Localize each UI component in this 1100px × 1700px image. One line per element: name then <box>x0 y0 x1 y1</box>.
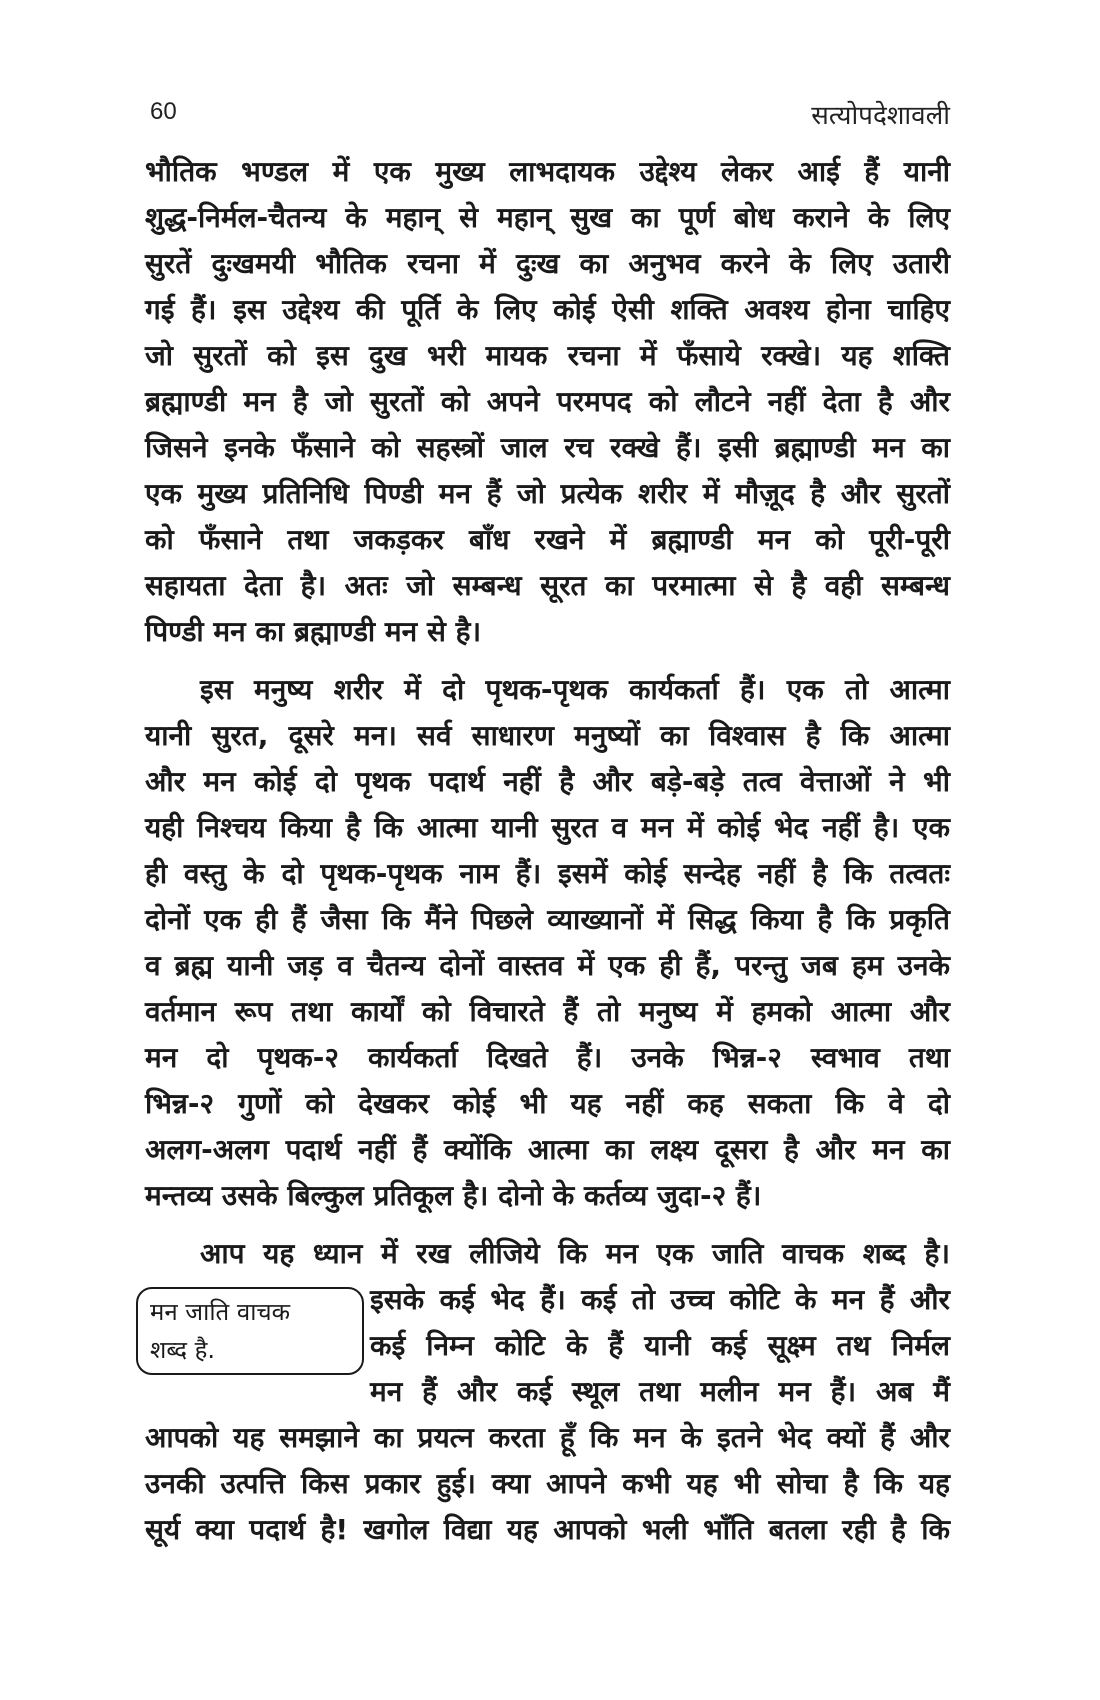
text-line: शुद्ध-निर्मल-चैतन्य के महान् से महान् सुख का पूर्ण बोध कराने के लिए <box>145 201 950 234</box>
paragraph-2 <box>145 667 950 1219</box>
text-line: सुरतें दुःखमयी भौतिक रचना में दुःख का अनुभव करने के लिए उतारी <box>145 247 950 280</box>
text-line: यानी सुरत, दूसरे मन। सर्व साधारण मनुष्यों का विश्वास है कि आत्मा <box>145 719 950 752</box>
text-line: पिण्डी मन का ब्रह्माण्डी मन से है। <box>145 615 482 648</box>
text-line: ही वस्तु के दो पृथक-पृथक नाम हैं। इसमें कोई सन्देह नहीं है कि तत्वतः <box>145 857 950 890</box>
text-line: इसके कई भेद हैं। कई तो उच्च कोटि के मन हैं और <box>370 1283 950 1316</box>
text-line: जिसने इनके फँसाने को सहस्त्रों जाल रच रक्खे हैं। इसी ब्रह्माण्डी मन का <box>145 431 950 464</box>
text-line: कई निम्न कोटि के हैं यानी कई सूक्ष्म तथ निर्मल <box>370 1329 950 1362</box>
body-text <box>145 149 950 1553</box>
text-line: सहायता देता है। अतः जो सम्बन्ध सूरत का परमात्मा से है वही सम्बन्ध <box>145 569 950 602</box>
text-line: भिन्न-२ गुणों को देखकर कोई भी यह नहीं कह सकता कि वे दो <box>145 1087 950 1120</box>
text-line: इस मनुष्य शरीर में दो पृथक-पृथक कार्यकर्ता हैं। एक तो आत्मा <box>200 673 950 706</box>
text-line: उनकी उत्पत्ति किस प्रकार हुई। क्या आपने कभी यह भी सोचा है कि यह <box>145 1467 950 1500</box>
text-line: अलग-अलग पदार्थ नहीं हैं क्योंकि आत्मा का लक्ष्य दूसरा है और मन का <box>145 1133 950 1166</box>
margin-note-line: शब्द है. <box>150 1336 216 1364</box>
text-line: भौतिक भण्डल में एक मुख्य लाभदायक उद्देश्य लेकर आई हैं यानी <box>145 155 950 188</box>
text-line: मन हैं और कई स्थूल तथा मलीन मन हैं। अब मैं <box>370 1375 950 1408</box>
text-line: वर्तमान रूप तथा कार्यों को विचारते हैं तो मनुष्य में हमको आत्मा और <box>145 995 950 1028</box>
paragraph-1 <box>145 149 950 655</box>
text-line: मन दो पृथक-२ कार्यकर्ता दिखते हैं। उनके भिन्न-२ स्वभाव तथा <box>145 1041 950 1074</box>
text-line: ब्रह्माण्डी मन है जो सुरतों को अपने परमपद को लौटने नहीं देता है और <box>145 385 950 418</box>
margin-note-line: मन जाति वाचक <box>150 1298 291 1326</box>
margin-note-region <box>145 1277 950 1415</box>
text-line: दोनों एक ही हैं जैसा कि मैंने पिछले व्याख्यानों में सिद्ध किया है कि प्रकृति <box>145 903 950 936</box>
text-line: को फँसाने तथा जकड़कर बाँध रखने में ब्रह्माण्डी मन को पूरी-पूरी <box>145 523 950 556</box>
text-line: आपको यह समझाने का प्रयत्न करता हूँ कि मन के इतने भेद क्यों हैं और <box>145 1421 950 1454</box>
text-line: आप यह ध्यान में रख लीजिये कि मन एक जाति वाचक शब्द है। <box>200 1237 950 1270</box>
page-number: 60 <box>150 98 177 125</box>
text-line: गई हैं। इस उद्देश्य की पूर्ति के लिए कोई ऐसी शक्ति अवश्य होना चाहिए <box>145 293 950 326</box>
text-line: यही निश्चय किया है कि आत्मा यानी सुरत व मन में कोई भेद नहीं है। एक <box>145 811 950 844</box>
text-line: सूर्य क्या पदार्थ है! खगोल विद्या यह आपको भली भाँति बतला रही है कि <box>145 1513 950 1546</box>
paragraph-3 <box>145 1231 950 1553</box>
paragraph-gap <box>145 1219 950 1231</box>
text-line: एक मुख्य प्रतिनिधि पिण्डी मन हैं जो प्रत्येक शरीर में मौज़ूद है और सुरतों <box>145 477 950 510</box>
running-head-title: सत्योपदेशावली <box>811 101 950 131</box>
text-line: व ब्रह्म यानी जड़ व चैतन्य दोनों वास्तव में एक ही हैं, परन्तु जब हम उनके <box>145 949 950 982</box>
text-line: जो सुरतों को इस दुख भरी मायक रचना में फँसाये रक्खे। यह शक्ति <box>145 339 950 372</box>
margin-note-box <box>136 1287 364 1375</box>
paragraph-gap <box>145 655 950 667</box>
text-line: मन्तव्य उसके बिल्कुल प्रतिकूल है। दोनो के कर्तव्य जुदा-२ हैं। <box>145 1179 762 1212</box>
text-line: और मन कोई दो पृथक पदार्थ नहीं है और बड़े-बड़े तत्व वेत्ताओं ने भी <box>145 765 950 798</box>
